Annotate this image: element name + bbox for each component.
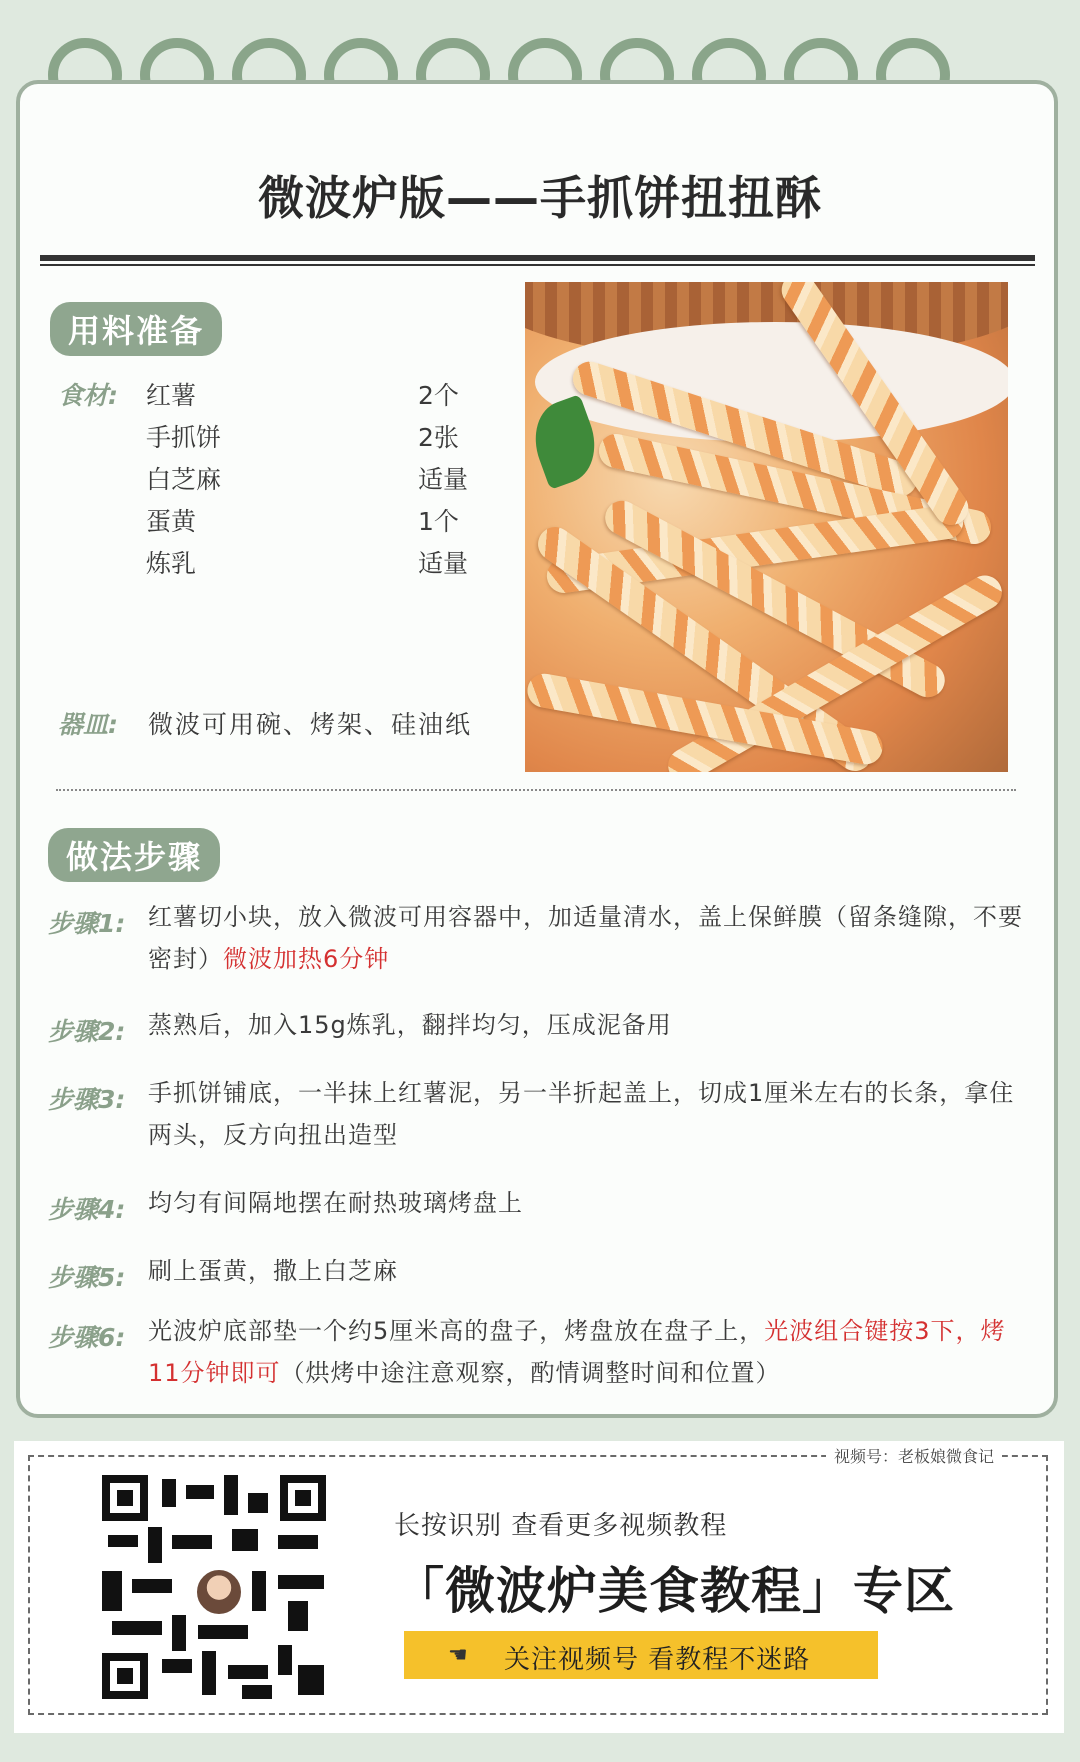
step-text [148, 1310, 1038, 1394]
qr-module [112, 1621, 162, 1635]
tools-text: 微波可用碗、烤架、硅油纸 [148, 710, 473, 739]
qr-finder [280, 1475, 326, 1521]
qr-module [224, 1475, 238, 1515]
qr-module [108, 1535, 138, 1547]
ingredient-qty: 1个 [418, 507, 459, 536]
qr-module [172, 1535, 212, 1549]
step-text-part: 刷上蛋黄，撒上白芝麻 [148, 1257, 398, 1285]
step-text-part: （烘烤中途注意观察，酌情调整时间和位置） [280, 1359, 781, 1387]
qr-module [102, 1571, 122, 1611]
title-rule-thin [40, 264, 1035, 266]
ingredients-heading: 用料准备 [50, 302, 222, 356]
avatar [194, 1567, 244, 1617]
qr-module [202, 1651, 216, 1695]
promo-line-2: 「微波炉美食教程」专区 [394, 1562, 955, 1620]
qr-finder [102, 1475, 148, 1521]
food-photo [525, 282, 1008, 772]
step-highlight: 烤11分钟即可 [148, 1317, 1006, 1387]
ingredient-qty: 2张 [418, 423, 459, 452]
qr-module [228, 1665, 268, 1679]
step-label: 步骤6: [48, 1323, 126, 1352]
qr-module [252, 1571, 266, 1611]
step-highlight: 光波组合键按3下， [764, 1317, 981, 1345]
steps-heading: 做法步骤 [48, 828, 220, 882]
step-text [148, 1182, 1038, 1224]
qr-module [298, 1665, 324, 1695]
channel-tag: 视频号：老板娘微食记 [826, 1444, 1002, 1467]
ingredients-label: 食材: [58, 381, 118, 410]
qr-finder [102, 1653, 148, 1699]
step-label: 步骤1: [48, 909, 126, 938]
qr-module [198, 1625, 248, 1639]
step-highlight: 微波加热6分钟 [223, 945, 390, 973]
step-text [148, 896, 1038, 980]
step-text-part: 蒸熟后，加入15g炼乳，翻拌均匀，压成泥备用 [148, 1011, 672, 1039]
qr-module [172, 1615, 186, 1651]
qr-module [278, 1645, 292, 1675]
qr-module [148, 1527, 162, 1563]
step-label: 步骤3: [48, 1085, 126, 1114]
pointing-hand-icon: ☚ [448, 1643, 468, 1668]
qr-module [288, 1601, 308, 1631]
qr-module [242, 1685, 272, 1699]
step-text [148, 1250, 1038, 1292]
qr-module [232, 1529, 258, 1551]
step-text-part: 手抓饼铺底，一半抹上红薯泥，另一半折起盖上，切成1厘米左右的长条，拿住两头，反方向扭出造型 [148, 1079, 1015, 1149]
qr-module [278, 1535, 318, 1549]
step-text-part: 均匀有间隔地摆在耐热玻璃烤盘上 [148, 1189, 523, 1217]
section-divider [56, 789, 1016, 791]
qr-module [248, 1493, 268, 1513]
ingredient-name: 红薯 [146, 381, 197, 410]
ingredient-qty: 适量 [418, 549, 469, 578]
title-rule [40, 255, 1035, 261]
qr-code[interactable] [102, 1475, 326, 1699]
ingredient-name: 炼乳 [146, 549, 197, 578]
ingredient-qty: 适量 [418, 465, 469, 494]
step-text [148, 1004, 1038, 1046]
step-label: 步骤2: [48, 1017, 126, 1046]
qr-module [162, 1659, 192, 1673]
follow-button[interactable] [404, 1631, 878, 1679]
step-label: 步骤5: [48, 1263, 126, 1292]
promo-panel [14, 1441, 1064, 1733]
page-title: 微波炉版——手抓饼扭扭酥 [258, 171, 822, 225]
step-text-part: 光波炉底部垫一个约5厘米高的盘子，烤盘放在盘子上， [148, 1317, 765, 1345]
qr-module [162, 1479, 176, 1507]
step-label: 步骤4: [48, 1195, 126, 1224]
ingredient-name: 蛋黄 [146, 507, 197, 536]
step-text [148, 1072, 1038, 1156]
ingredient-name: 手抓饼 [146, 423, 222, 452]
step-text-part: 红薯切小块，放入微波可用容器中，加适量清水，盖上保鲜膜（留条缝隙，不要密封） [148, 903, 1023, 973]
tools-label: 器皿: [58, 710, 118, 739]
ingredient-name: 白芝麻 [146, 465, 222, 494]
ingredient-qty: 2个 [418, 381, 459, 410]
promo-line-1: 长按识别 查看更多视频教程 [394, 1511, 728, 1541]
qr-module [132, 1579, 172, 1593]
qr-module [278, 1575, 324, 1589]
follow-button-label: 关注视频号 看教程不迷路 [504, 1645, 811, 1675]
qr-module [186, 1485, 214, 1499]
